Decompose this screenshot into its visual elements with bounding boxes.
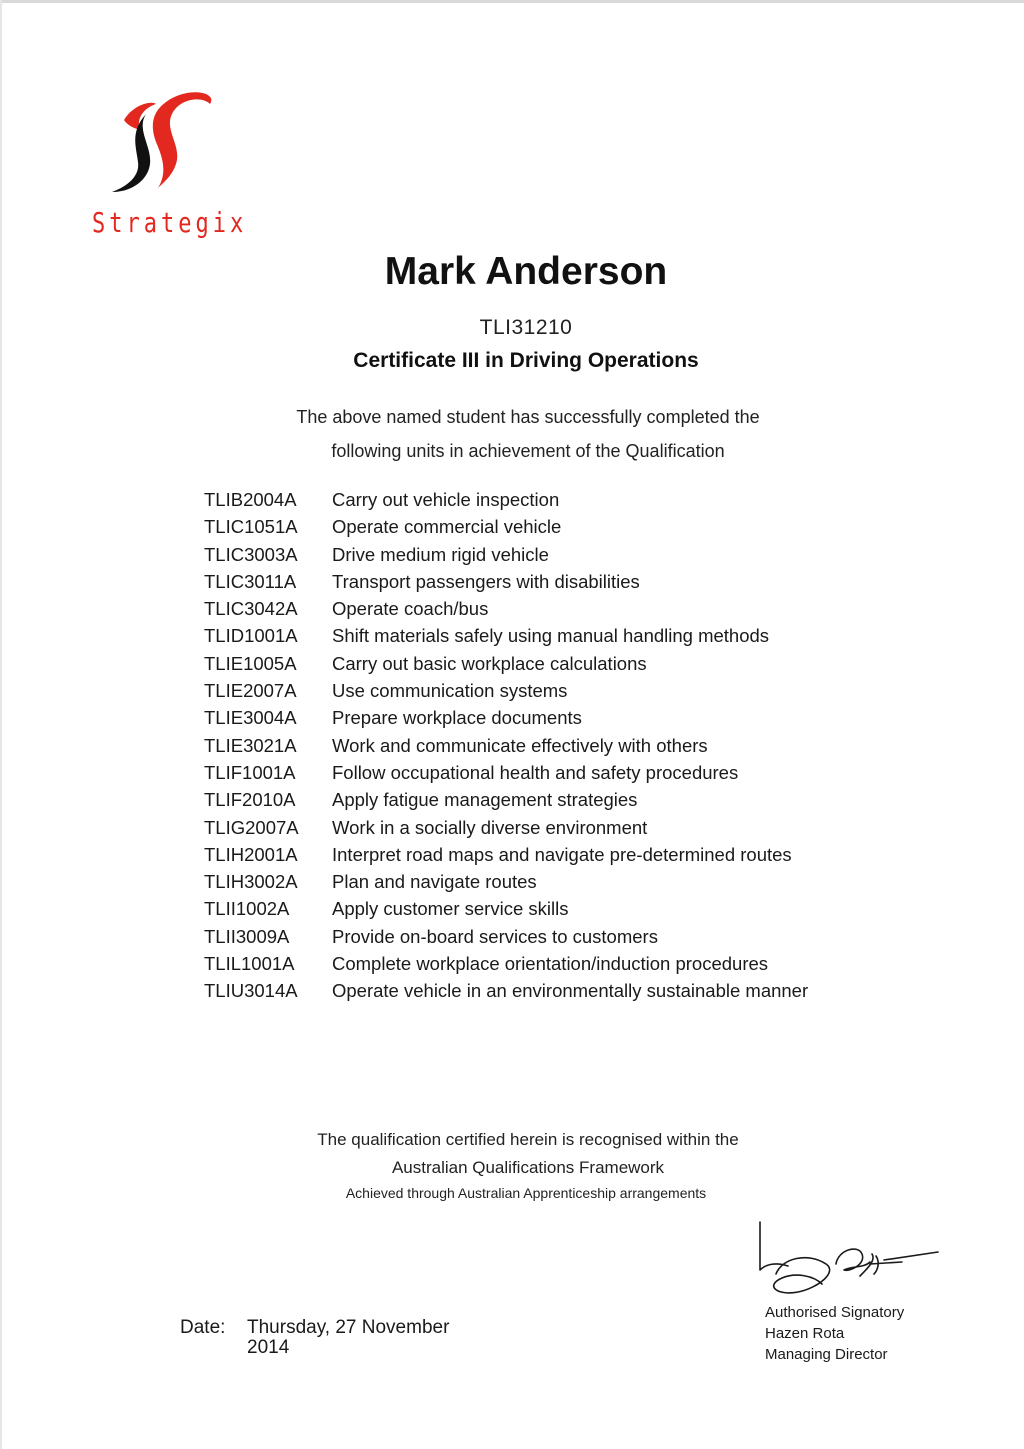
unit-title: Work in a socially diverse environment <box>332 816 648 838</box>
unit-code: TLIC3042A <box>204 598 298 620</box>
unit-row <box>204 950 904 977</box>
unit-row <box>204 704 904 731</box>
unit-row <box>204 841 904 868</box>
student-name: Mark Anderson <box>384 250 668 293</box>
unit-row <box>204 759 904 786</box>
unit-code: TLIG2007A <box>204 816 299 838</box>
completion-statement <box>0 400 1024 468</box>
unit-title: Carry out basic workplace calculations <box>332 652 647 674</box>
unit-row <box>204 895 904 922</box>
unit-code: TLIC1051A <box>204 516 298 538</box>
unit-title: Operate coach/bus <box>332 598 489 620</box>
unit-code: TLIE2007A <box>204 680 297 702</box>
unit-row <box>204 923 904 950</box>
unit-code: TLID1001A <box>204 625 298 647</box>
unit-code: TLII3009A <box>204 925 290 947</box>
apprenticeship-note: Achieved through Australian Apprenticeship arrangements <box>345 1185 707 1201</box>
unit-code: TLIF2010A <box>204 789 296 811</box>
unit-title: Operate commercial vehicle <box>332 516 562 538</box>
signatory-role: Authorised Signatory <box>765 1304 905 1321</box>
strategix-wordmark: Strategix <box>92 208 248 240</box>
unit-title: Follow occupational health and safety procedures <box>332 761 739 783</box>
signatory-block <box>765 1302 904 1365</box>
unit-title: Drive medium rigid vehicle <box>332 543 549 565</box>
unit-title: Transport passengers with disabilities <box>332 570 640 592</box>
page-edge-left <box>0 0 2 1449</box>
unit-row <box>204 486 904 513</box>
unit-code: TLII1002A <box>204 898 290 920</box>
completion-statement-line-2: following units in achievement of the Qualification <box>331 441 725 461</box>
unit-row <box>204 977 904 1004</box>
unit-row <box>204 786 904 813</box>
unit-row <box>204 868 904 895</box>
unit-title: Use communication systems <box>332 680 568 702</box>
unit-title: Provide on-board services to customers <box>332 925 658 947</box>
unit-row <box>204 677 904 704</box>
unit-row <box>204 650 904 677</box>
completion-statement-line-1: The above named student has successfully completed the <box>296 407 760 427</box>
unit-code: TLIE3021A <box>204 734 297 756</box>
unit-title: Work and communicate effectively with others <box>332 734 708 756</box>
signatory-title: Managing Director <box>765 1346 888 1363</box>
unit-row <box>204 541 904 568</box>
unit-code: TLIB2004A <box>204 489 297 510</box>
recognition-line-2: Australian Qualifications Framework <box>391 1158 665 1177</box>
unit-code: TLIF1001A <box>204 761 296 783</box>
strategix-logo <box>88 84 248 244</box>
unit-row <box>204 568 904 595</box>
signatory-name: Hazen Rota <box>765 1325 845 1342</box>
qualification-code: TLI31210 <box>479 316 573 339</box>
page-edge-top <box>0 0 1024 3</box>
recognition-line-1: The qualification certified herein is recognised within the <box>317 1130 739 1149</box>
unit-title: Carry out vehicle inspection <box>332 489 560 510</box>
signature-graphic <box>752 1218 942 1304</box>
unit-code: TLIE1005A <box>204 652 297 674</box>
recognition-statement <box>0 1126 1024 1182</box>
unit-row <box>204 595 904 622</box>
unit-code: TLIC3011A <box>204 570 297 592</box>
date-label: Date: <box>180 1317 226 1338</box>
unit-code: TLIH3002A <box>204 871 298 893</box>
unit-code: TLIU3014A <box>204 980 298 1002</box>
unit-row <box>204 622 904 649</box>
unit-title: Complete workplace orientation/induction procedures <box>332 953 769 975</box>
unit-row <box>204 732 904 759</box>
unit-title: Operate vehicle in an environmentally sustainable manner <box>332 980 809 1002</box>
units-list <box>204 486 904 1005</box>
unit-code: TLIC3003A <box>204 543 298 565</box>
unit-row <box>204 513 904 540</box>
unit-title: Prepare workplace documents <box>332 707 582 729</box>
unit-row <box>204 814 904 841</box>
unit-title: Apply customer service skills <box>332 898 569 920</box>
unit-title: Interpret road maps and navigate pre-determined routes <box>332 843 792 865</box>
date-value: Thursday, 27 November 2014 <box>247 1317 450 1358</box>
unit-code: TLIE3004A <box>204 707 297 729</box>
unit-code: TLIL1001A <box>204 953 295 975</box>
unit-title: Shift materials safely using manual handling methods <box>332 625 770 647</box>
strategix-logo-mark <box>106 84 216 204</box>
handwritten-signature <box>752 1218 942 1304</box>
unit-code: TLIH2001A <box>204 843 298 865</box>
unit-title: Plan and navigate routes <box>332 871 537 893</box>
unit-title: Apply fatigue management strategies <box>332 789 638 811</box>
qualification-title: Certificate III in Driving Operations <box>353 349 699 372</box>
